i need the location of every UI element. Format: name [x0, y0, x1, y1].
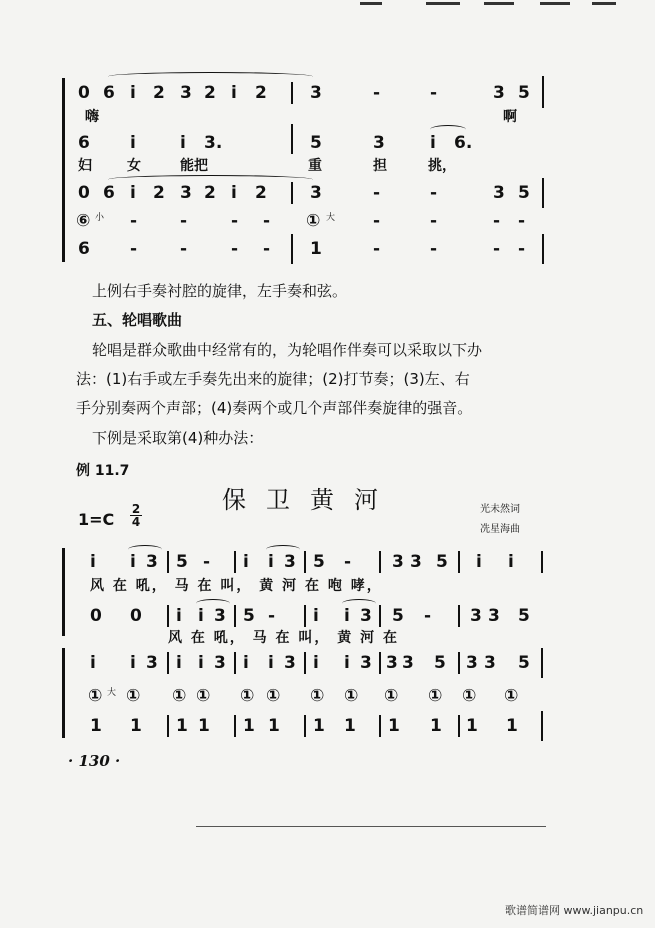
note: 3 [360, 653, 372, 673]
note: - [430, 211, 438, 231]
note: ① [344, 686, 359, 706]
time-numerator: 2 [131, 502, 141, 516]
barline [291, 82, 293, 104]
barline [167, 551, 169, 573]
note: - [373, 183, 381, 203]
note: 3 [493, 83, 505, 103]
note: 3. [204, 133, 223, 153]
barline [379, 652, 381, 674]
barline [542, 178, 544, 208]
key-signature: 1=C [78, 510, 115, 529]
barline [379, 715, 381, 737]
note: 1 [313, 716, 325, 736]
note: i [198, 653, 204, 673]
note: 0 [90, 606, 102, 626]
note: - [430, 83, 438, 103]
note: - [493, 211, 501, 231]
note: 3 [493, 183, 505, 203]
slur [128, 545, 162, 554]
note: 5 [313, 552, 325, 572]
note: i [90, 653, 96, 673]
barline [542, 76, 544, 108]
barline [291, 124, 293, 154]
barline [542, 234, 544, 264]
barline [291, 234, 293, 264]
note: ① [240, 686, 255, 706]
note: 5 [176, 552, 188, 572]
lyricist: 光未然词 [480, 504, 520, 515]
note: - [268, 606, 276, 626]
voice-1-row [0, 551, 655, 573]
slur [342, 599, 376, 608]
note: 1 [310, 239, 322, 259]
lyric: 妇 [78, 158, 92, 174]
note: 5 [518, 606, 530, 626]
note: 5 [518, 653, 530, 673]
barline [304, 605, 306, 627]
note: 3 [373, 133, 385, 153]
time-signature [130, 503, 142, 528]
note-mark: 大 [107, 688, 117, 698]
note: 6 [78, 239, 90, 259]
composer: 冼星海曲 [480, 524, 520, 535]
note: 6 [103, 183, 115, 203]
note: - [373, 239, 381, 259]
note: - [130, 211, 138, 231]
section-heading: 五、轮唱歌曲 [92, 311, 183, 329]
note: - [493, 239, 501, 259]
note: i [344, 606, 350, 626]
paragraph: 上例右手奏衬腔的旋律，左手奏和弦。 [92, 282, 348, 300]
note: 1 [268, 716, 280, 736]
note-mark: 大 [326, 213, 336, 223]
note: i [130, 133, 136, 153]
lyric: 担 [373, 158, 387, 174]
note-mark: 小 [95, 213, 105, 223]
note: - [203, 552, 211, 572]
barline [541, 551, 543, 573]
note: 1 [388, 716, 400, 736]
note: 3 [484, 653, 496, 673]
note: 5 [518, 183, 530, 203]
note: i [243, 653, 249, 673]
note: 5 [392, 606, 404, 626]
note: ① [462, 686, 477, 706]
note: 3 [386, 653, 398, 673]
paragraph: 下例是采取第(4)种办法： [92, 429, 264, 447]
note: 3 [284, 552, 296, 572]
note: i [231, 83, 237, 103]
lyric: 嗨 [85, 109, 99, 125]
note: 3 [310, 83, 322, 103]
note: ① [310, 686, 325, 706]
note: 3 [310, 183, 322, 203]
note: 2 [153, 83, 165, 103]
note: 1 [176, 716, 188, 736]
voice-2-row [0, 605, 655, 627]
lyric: 啊 [503, 109, 517, 125]
lyric: 挑， [428, 158, 456, 174]
note: 1 [90, 716, 102, 736]
note: 1 [130, 716, 142, 736]
barline [541, 711, 543, 741]
note: - [180, 239, 188, 259]
note: - [373, 83, 381, 103]
note: 3 [466, 653, 478, 673]
slur [430, 125, 466, 134]
note: 3 [488, 606, 500, 626]
note: i [268, 552, 274, 572]
barline [458, 715, 460, 737]
note: 5 [436, 552, 448, 572]
note: ① [88, 686, 103, 706]
note: - [231, 239, 239, 259]
note: ① [196, 686, 211, 706]
note: 2 [255, 83, 267, 103]
note: 3 [180, 183, 192, 203]
note: 3 [392, 552, 404, 572]
note: 1 [466, 716, 478, 736]
page-number: · 130 · [68, 752, 121, 770]
note: ① [126, 686, 141, 706]
barline [167, 605, 169, 627]
note: i [90, 552, 96, 572]
note: - [263, 239, 271, 259]
note: 3 [402, 653, 414, 673]
voice-2-lyric: 风 在 吼， 马 在 叫， 黄 河 在 [168, 630, 399, 646]
song-title: 保卫黄河 [222, 486, 398, 514]
barline [541, 648, 543, 678]
note: 3 [146, 653, 158, 673]
note: - [424, 606, 432, 626]
note: 5 [434, 653, 446, 673]
note: 2 [204, 183, 216, 203]
note: 6. [454, 133, 473, 153]
voice-1-lyric: 风 在 吼， 马 在 叫， 黄 河 在 咆 哮， [90, 578, 383, 594]
note: i [176, 653, 182, 673]
barline [304, 652, 306, 674]
note: ① [384, 686, 399, 706]
note: 1 [506, 716, 518, 736]
note: - [231, 211, 239, 231]
note: 0 [130, 606, 142, 626]
note: i [231, 183, 237, 203]
note: i [243, 552, 249, 572]
note: i [313, 606, 319, 626]
note: ① [428, 686, 443, 706]
note: 1 [198, 716, 210, 736]
lyric: 重 [308, 158, 322, 174]
note: 3 [360, 606, 372, 626]
note: i [176, 606, 182, 626]
barline [167, 652, 169, 674]
note: 3 [470, 606, 482, 626]
barline [167, 715, 169, 737]
lyric: 能把 [180, 158, 208, 174]
note: 6 [103, 83, 115, 103]
note: - [430, 183, 438, 203]
accompaniment-row-1 [0, 652, 655, 674]
note: i [130, 183, 136, 203]
note: 6 [78, 133, 90, 153]
note: 2 [153, 183, 165, 203]
barline [379, 551, 381, 573]
note: i [476, 552, 482, 572]
note: 2 [255, 183, 267, 203]
barline [234, 551, 236, 573]
score-row-3 [0, 182, 655, 204]
page-top-marks [360, 0, 650, 10]
barline [234, 715, 236, 737]
note: 3 [214, 653, 226, 673]
barline [458, 551, 460, 573]
barline [234, 652, 236, 674]
note: ① [504, 686, 519, 706]
note: 3 [180, 83, 192, 103]
note: i [313, 653, 319, 673]
note: - [373, 211, 381, 231]
time-denominator: 4 [131, 515, 141, 529]
note: 3 [146, 552, 158, 572]
score-row-5 [0, 238, 655, 260]
watermark: 歌谱简谱网 www.jianpu.cn [505, 904, 644, 917]
note: - [518, 211, 526, 231]
barline [234, 605, 236, 627]
note: 1 [344, 716, 356, 736]
barline [291, 182, 293, 204]
note: - [344, 552, 352, 572]
barline [379, 605, 381, 627]
note: - [518, 239, 526, 259]
note: i [130, 653, 136, 673]
barline [458, 605, 460, 627]
footer-rule [196, 826, 546, 827]
note: i [180, 133, 186, 153]
note: 5 [243, 606, 255, 626]
paragraph: 手分别奏两个声部；(4)奏两个或几个声部伴奏旋律的强音。 [76, 399, 473, 417]
note: - [130, 239, 138, 259]
note: 0 [78, 183, 90, 203]
note: i [508, 552, 514, 572]
paragraph: 法：(1)右手或左手奏先出来的旋律；(2)打节奏；(3)左、右 [76, 370, 470, 388]
accompaniment-row-2 [0, 685, 655, 707]
note: ① [266, 686, 281, 706]
note: 1 [430, 716, 442, 736]
note: ① [172, 686, 187, 706]
slur [196, 599, 230, 608]
slur [266, 545, 300, 554]
note: i [130, 83, 136, 103]
score-row-4 [0, 210, 655, 232]
accompaniment-row-3 [0, 715, 655, 737]
note: 3 [214, 606, 226, 626]
note: - [263, 211, 271, 231]
paragraph: 轮唱是群众歌曲中经常有的，为轮唱作伴奏可以采取以下办 [92, 341, 483, 359]
note: ⑥ [76, 211, 91, 231]
note: 0 [78, 83, 90, 103]
note: 3 [284, 653, 296, 673]
note: 5 [518, 83, 530, 103]
barline [304, 715, 306, 737]
slur [108, 72, 313, 81]
note: i [268, 653, 274, 673]
note: i [130, 552, 136, 572]
note: i [430, 133, 436, 153]
note: i [344, 653, 350, 673]
note: ① [306, 211, 321, 231]
lyric: 女 [127, 158, 141, 174]
note: 3 [410, 552, 422, 572]
score-row-2 [0, 132, 655, 154]
note: 2 [204, 83, 216, 103]
barline [304, 551, 306, 573]
score-row-1 [0, 82, 655, 104]
note: - [180, 211, 188, 231]
note: - [430, 239, 438, 259]
note: i [198, 606, 204, 626]
example-label: 例 11.7 [76, 463, 130, 479]
note: 1 [243, 716, 255, 736]
barline [458, 652, 460, 674]
note: 5 [310, 133, 322, 153]
